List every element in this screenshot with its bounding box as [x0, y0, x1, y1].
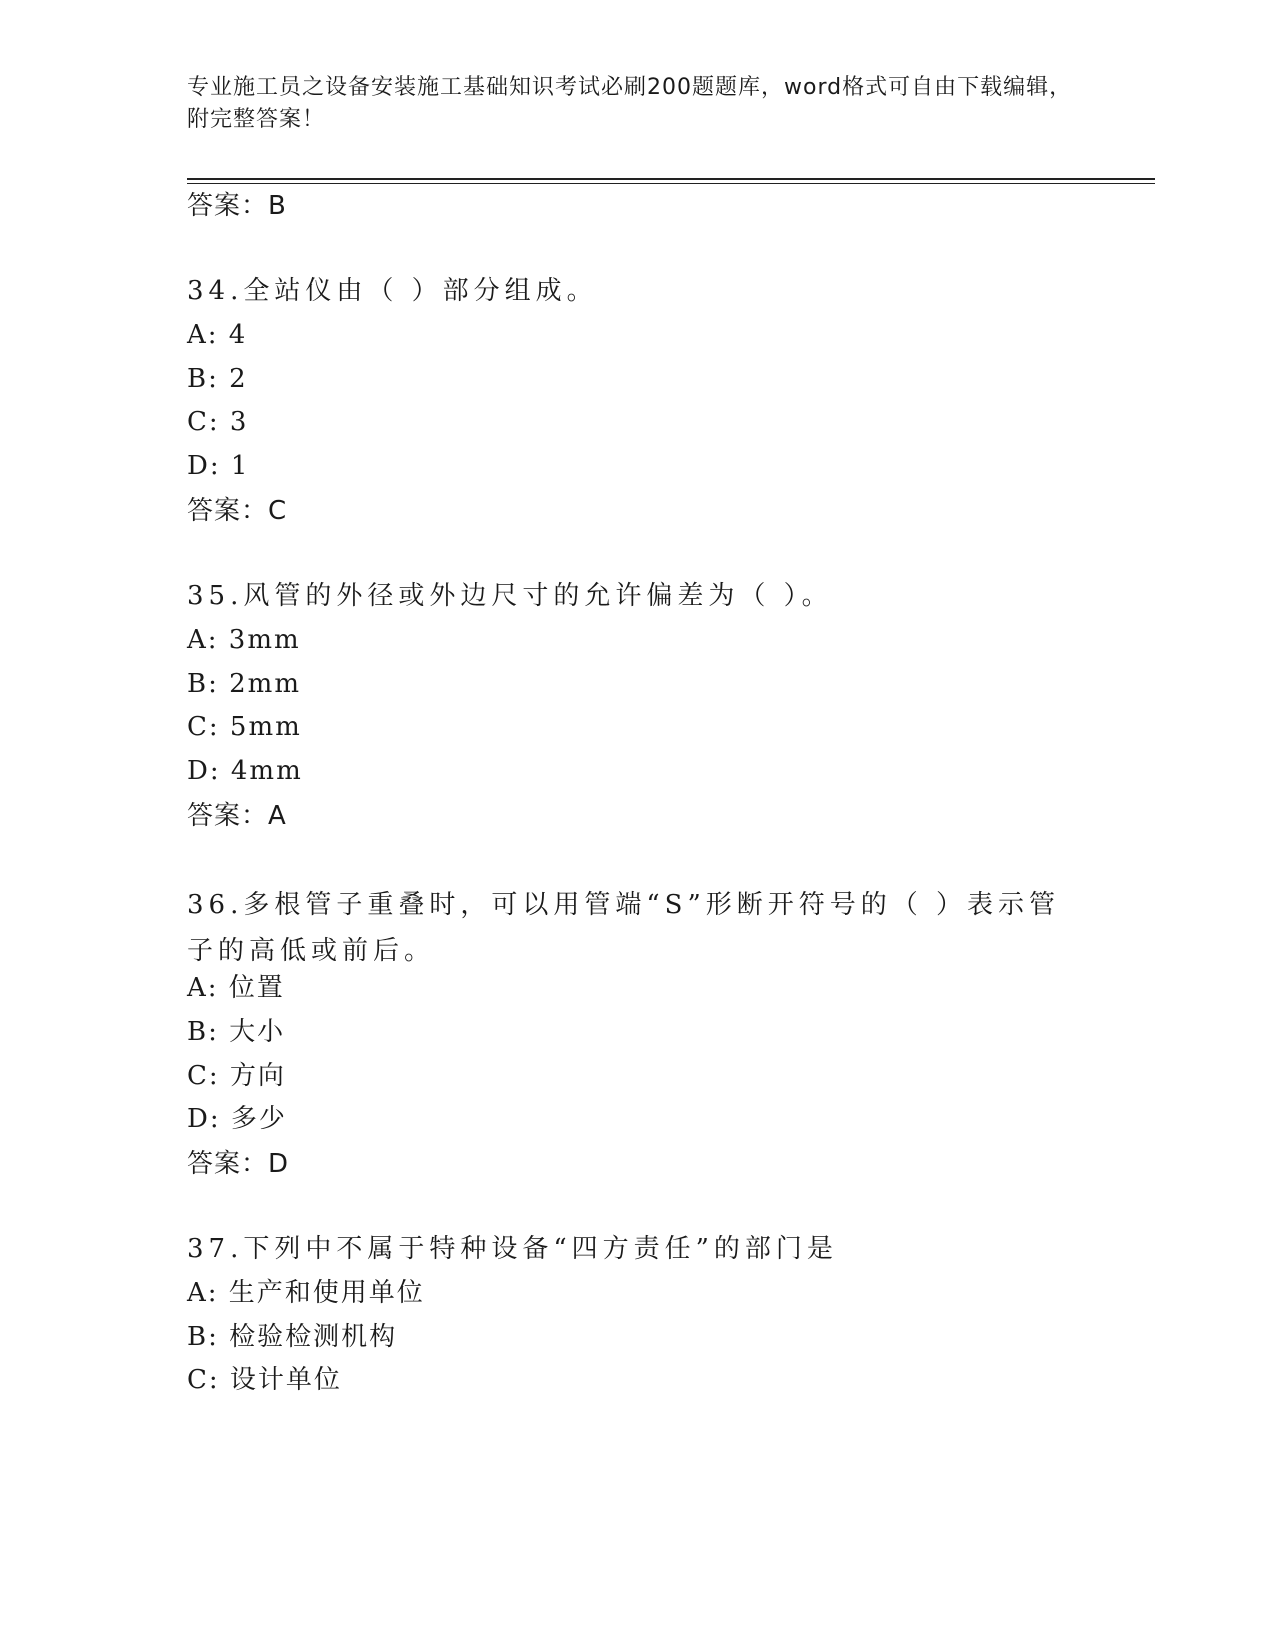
question-stem: 34.全站仪由（ ）部分组成。 [187, 276, 598, 306]
option-a: A: 3mm [187, 625, 301, 655]
answer-line: 答案：D [187, 1149, 290, 1179]
option-a: A: 生产和使用单位 [187, 1278, 425, 1308]
answer-line: 答案：B [187, 191, 287, 221]
answer-line: 答案：C [187, 496, 288, 526]
option-a: A: 位置 [187, 973, 285, 1003]
option-a: A: 4 [187, 320, 248, 350]
option-c: C: 5mm [187, 712, 302, 742]
option-d: D: 4mm [187, 756, 303, 786]
option-d: D: 1 [187, 451, 250, 481]
header-divider [187, 178, 1155, 180]
option-c: C: 设计单位 [187, 1365, 342, 1395]
option-b: B: 大小 [187, 1017, 286, 1047]
header-divider-thin [187, 183, 1155, 184]
option-d: D: 多少 [187, 1104, 287, 1134]
question-stem: 37.下列中不属于特种设备“四方责任”的部门是 [187, 1234, 838, 1264]
option-c: C: 方向 [187, 1061, 286, 1091]
option-c: C: 3 [187, 407, 249, 437]
option-b: B: 检验检测机构 [187, 1322, 398, 1352]
document-header: 专业施工员之设备安装施工基础知识考试必刷200题题库，word格式可自由下载编辑，附完整答案！ [187, 75, 1073, 132]
option-b: B: 2mm [187, 669, 301, 699]
question-stem: 35.风管的外径或外边尺寸的允许偏差为（ ）。 [187, 581, 833, 611]
option-b: B: 2 [187, 364, 248, 394]
question-stem: 36.多根管子重叠时，可以用管端“S”形断开符号的（ ）表示管子的高低或前后。 [187, 890, 1061, 966]
answer-line: 答案：A [187, 801, 287, 831]
